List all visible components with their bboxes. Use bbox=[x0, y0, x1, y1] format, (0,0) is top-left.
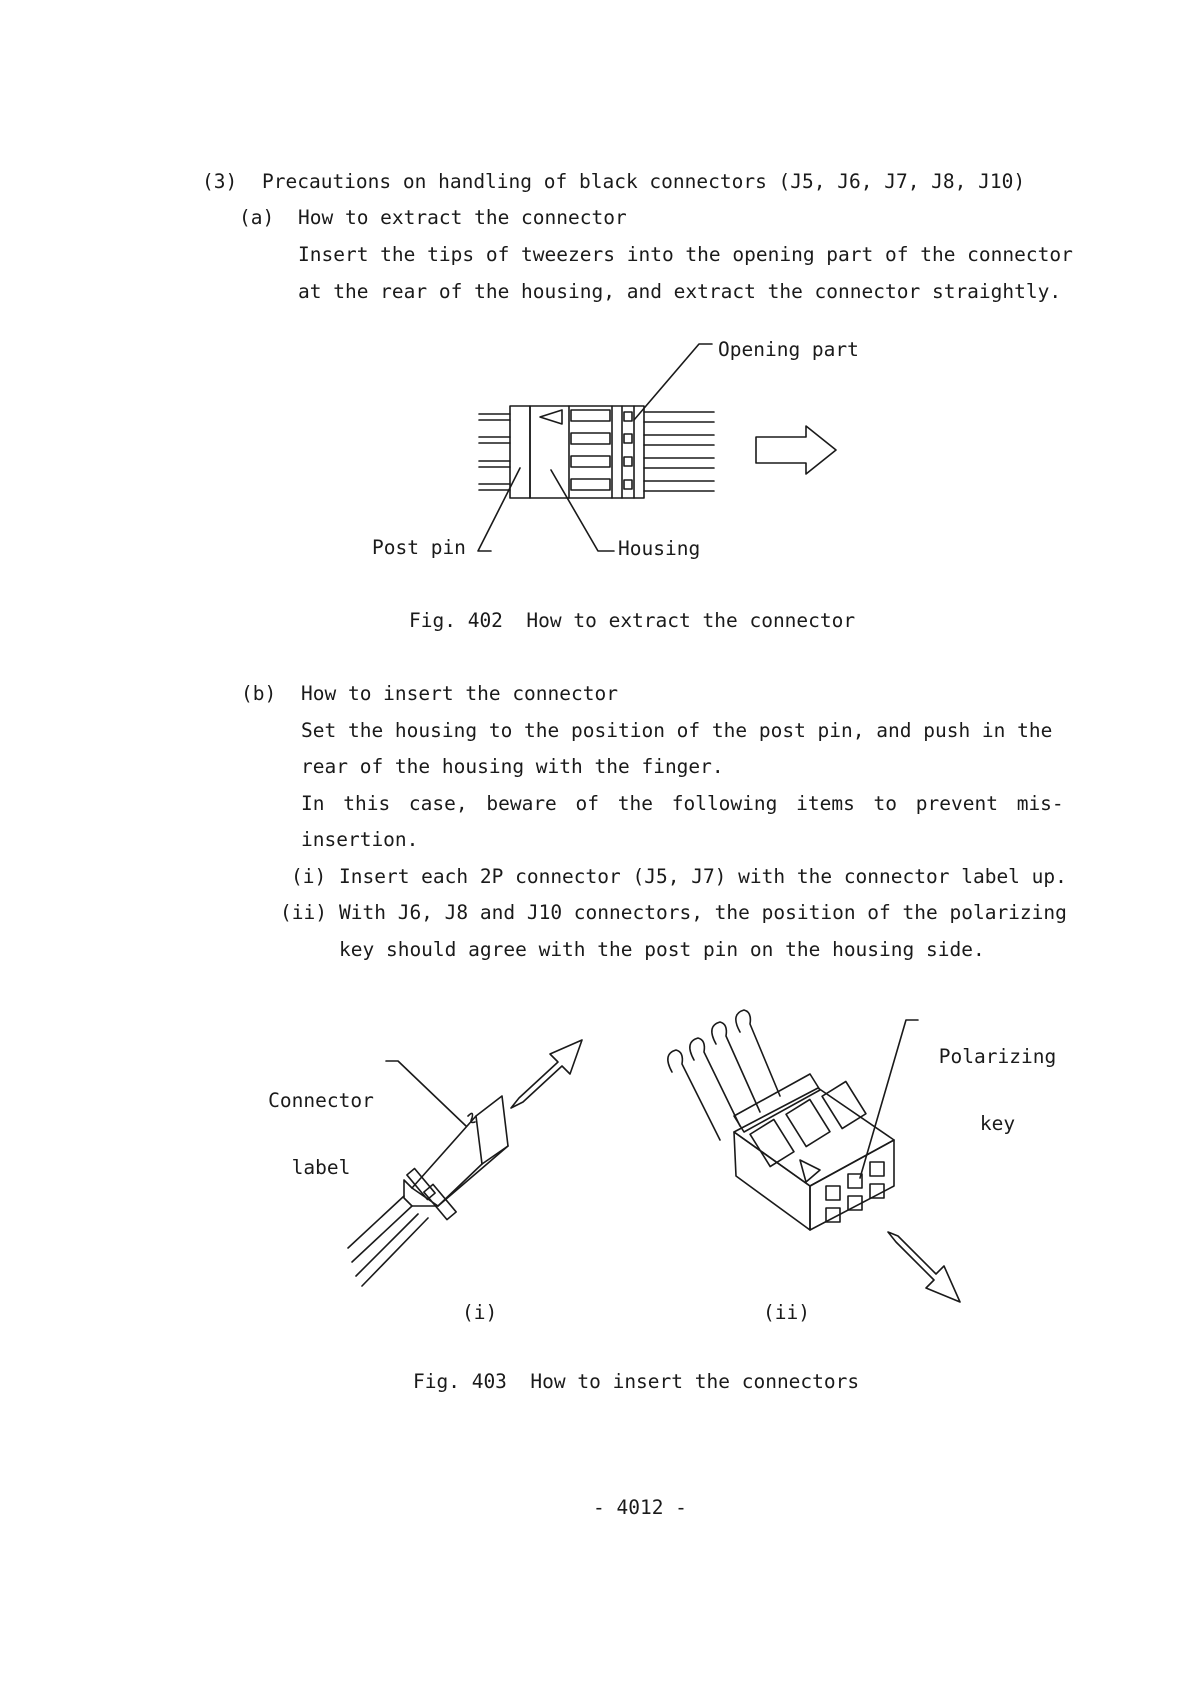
part-b-line-1: Set the housing to the position of the post pin, and push in the bbox=[301, 719, 1053, 742]
fig403-multipin-connector-drawing bbox=[668, 1010, 960, 1302]
fig403-caption: Fig. 403 How to insert the connectors bbox=[413, 1370, 860, 1393]
section-heading: Precautions on handling of black connectors (J5, J6, J7, J8, J10) bbox=[262, 170, 1026, 193]
item-ii-label: (ii) bbox=[280, 901, 327, 924]
callout-housing: Housing bbox=[618, 537, 701, 560]
item-i-text: Insert each 2P connector (J5, J7) with the connector label up. bbox=[339, 865, 1067, 888]
fig403-2p-connector-drawing bbox=[348, 1040, 582, 1286]
item-i-label: (i) bbox=[291, 865, 327, 888]
part-b-line-2: rear of the housing with the finger. bbox=[301, 755, 724, 778]
fig402-caption: Fig. 402 How to extract the connector bbox=[409, 609, 856, 632]
part-b-label: (b) bbox=[241, 682, 277, 705]
part-a-line-1: Insert the tips of tweezers into the opening part of the connector bbox=[298, 243, 1073, 266]
callout-post-pin: Post pin bbox=[372, 536, 466, 559]
part-b-heading: How to insert the connector bbox=[301, 682, 618, 705]
section-number: (3) bbox=[202, 170, 238, 193]
sub-caption-ii: (ii) bbox=[763, 1301, 810, 1324]
sub-caption-i: (i) bbox=[462, 1301, 498, 1324]
callout-connector-label-line-2: label bbox=[291, 1156, 351, 1180]
callout-opening-part: Opening part bbox=[718, 338, 859, 361]
callout-polarizing-key-line-1: Polarizing bbox=[938, 1044, 1057, 1068]
part-a-line-2: at the rear of the housing, and extract the connector straightly. bbox=[298, 280, 1062, 303]
callout-polarizing-key-line-2: key bbox=[979, 1112, 1016, 1136]
fig402-connector-drawing bbox=[478, 344, 836, 551]
part-b-line-3: In this case, beware of the following items to prevent mis- bbox=[301, 792, 1064, 815]
item-ii-line-1: With J6, J8 and J10 connectors, the position of the polarizing bbox=[339, 901, 1067, 924]
page-number: - 4012 - bbox=[593, 1496, 687, 1519]
part-a-label: (a) bbox=[239, 206, 275, 229]
part-a-heading: How to extract the connector bbox=[298, 206, 627, 229]
part-b-line-4: insertion. bbox=[301, 828, 419, 851]
callout-connector-label-line-1: Connector bbox=[268, 1088, 374, 1112]
item-ii-line-2: key should agree with the post pin on the housing side. bbox=[339, 938, 985, 961]
